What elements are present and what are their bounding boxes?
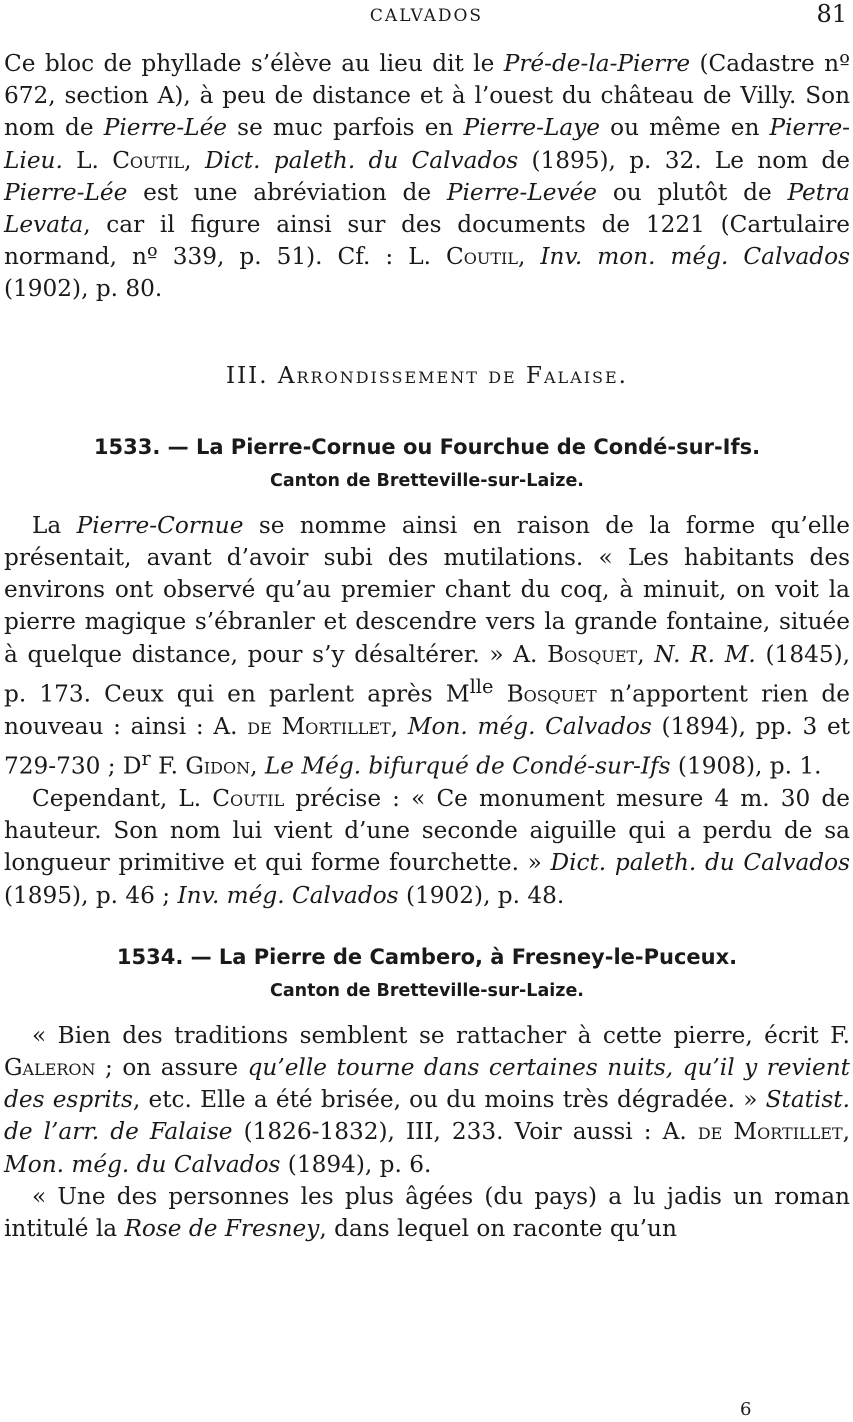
- stone-name: Pierre-Lée: [4, 178, 128, 206]
- entry-canton-1534: Canton de Bretteville-sur-Laize.: [270, 980, 584, 1001]
- text-run: La: [32, 511, 77, 539]
- author-name: Coutil: [446, 243, 518, 271]
- work-title: Inv. még. Calvados: [177, 881, 399, 909]
- text-run: (1902), p. 48.: [398, 881, 565, 909]
- text-run: M: [445, 680, 470, 708]
- entry-canton-1533: Canton de Bretteville-sur-Laize.: [270, 470, 584, 491]
- work-title: Mon. még. du Calvados: [4, 1150, 281, 1178]
- text-run: ou plutôt de: [597, 178, 788, 206]
- text-run: (1826-1832), III, 233. Voir aussi : A.: [232, 1118, 698, 1146]
- running-title: CALVADOS: [369, 6, 484, 26]
- page-header: [0, 0, 853, 34]
- author-name: Bosquet: [506, 680, 597, 708]
- work-title: Le Még. bifurqué de Condé-sur-Ifs: [264, 752, 671, 780]
- text-run: (1902), p. 80.: [4, 275, 163, 303]
- work-title: Dict. paleth. du Calvados: [204, 146, 519, 174]
- work-title: Dict. paleth. du Calvados: [550, 849, 850, 877]
- text-run: (1895), p. 32. Le nom de: [518, 146, 851, 174]
- text-run: ,: [390, 712, 408, 740]
- entry-title-1534: 1534. — La Pierre de Cambero, à Fresney-le-Puceux.: [116, 944, 738, 969]
- author-name: de Mortillet: [247, 712, 391, 740]
- section-heading: III. Arrondissement de Falaise.: [226, 362, 628, 389]
- text-run: (1895), p. 46 ;: [4, 881, 178, 909]
- stone-name: Pierre-Levée: [446, 178, 598, 206]
- work-title: N. R. M.: [654, 640, 756, 668]
- stone-name: Pierre-Laye: [463, 114, 601, 142]
- author-name: Bosquet: [547, 640, 638, 668]
- text-run: ,: [637, 640, 655, 668]
- text-run: (1908), p. 1.: [670, 752, 822, 780]
- text-run: « Une des personnes les plus âgées (du pays) a lu jadis un roman intitulé la: [4, 1182, 850, 1242]
- text-run: F.: [150, 752, 186, 780]
- superscript: lle: [469, 674, 494, 698]
- text-run: (1894), p. 6.: [280, 1150, 432, 1178]
- author-name: de Mortillet: [697, 1118, 843, 1146]
- superscript: r: [141, 746, 151, 770]
- text-run: Cependant, L.: [32, 784, 213, 812]
- entry-1534-paragraph-1: [4, 1020, 850, 1181]
- author-name: Galeron: [4, 1053, 96, 1081]
- work-title: Inv. mon. még. Calvados: [540, 243, 850, 271]
- text-run: , dans lequel on raconte qu’un: [319, 1214, 677, 1242]
- text-run: (Cadastre nº 672, section A), à peu de distance et à l’ouest du château de Villy. Son nom de: [4, 50, 850, 142]
- entry-title-1533: 1533. — La Pierre-Cornue ou Fourchue de Condé-sur-Ifs.: [93, 434, 761, 459]
- text-run: ,: [250, 752, 265, 780]
- author-name: Coutil: [112, 146, 185, 174]
- stone-name: Pierre-Lée: [103, 114, 228, 142]
- text-run: ; on assure: [95, 1053, 248, 1081]
- intro-paragraph: [4, 48, 850, 306]
- stone-name: Pierre-Lieu.: [4, 114, 850, 174]
- author-name: Coutil: [212, 784, 285, 812]
- text-run: est une abréviation de: [127, 178, 447, 206]
- text-run: n’apportent rien de nouveau : ainsi : A.: [4, 680, 850, 740]
- text-run: « Bien des traditions semblent se rattacher à cette pierre, écrit F.: [32, 1021, 850, 1049]
- text-run: Ce bloc de phyllade s’élève au lieu dit le: [4, 50, 504, 77]
- text-run: précise : « Ce monument mesure 4 m. 30 de hauteur. Son nom lui vient d’une seconde aiguille qui a perdu de sa longueur primitive et qui forme fourchette. »: [4, 784, 850, 877]
- latin-name: Petra Levata: [4, 178, 850, 239]
- stone-name: Pierre-Cornue: [76, 511, 244, 539]
- quoted-phrase: qu’elle tourne dans certaines nuits, qu’il y revient des esprits: [4, 1053, 850, 1114]
- entry-1534-paragraph-2: [4, 1181, 850, 1245]
- text-run: ,: [518, 243, 541, 271]
- text-run: (1894), pp. 3 et 729-730 ; D: [4, 712, 850, 780]
- text-run: (1845), p. 173. Ceux qui en parlent après: [4, 640, 850, 708]
- text-run: se nomme ainsi en raison de la forme qu’elle présentait, avant d’avoir subi des mutilations. « Les habitants des environs ont observé qu’au premier chant du coq, à minuit, on voit la pierre magique s’ébranler et descendre vers la grande fontaine, située à quelque distance, pour s’y désaltérer. » A.: [4, 511, 851, 668]
- work-title: Mon. még. Calvados: [407, 712, 652, 740]
- text-run: , etc. Elle a été brisée, ou du moins très dégradée. »: [132, 1086, 766, 1114]
- entry-1533-paragraph-2: [4, 783, 850, 912]
- text-run: ,: [842, 1118, 850, 1146]
- entry-1533-paragraph-1: [4, 510, 850, 783]
- text-run: [493, 681, 506, 708]
- text-run: , car il figure ainsi sur des documents de 1221 (Cartulaire normand, nº 339, p. 51). Cf. : L.: [4, 211, 850, 271]
- text-run: ,: [184, 146, 205, 174]
- text-run: L.: [62, 146, 113, 174]
- page-body: [4, 48, 850, 1245]
- place-name: Pré-de-la-Pierre: [503, 50, 691, 77]
- work-title: Statist. de l’arr. de Falaise: [4, 1086, 850, 1146]
- signature-mark: 6: [740, 1399, 752, 1420]
- text-run: ou même en: [600, 114, 770, 142]
- author-name: Gidon: [185, 752, 251, 780]
- text-run: se muc parfois en: [227, 114, 464, 142]
- work-title: Rose de Fresney: [124, 1214, 320, 1242]
- page-number: 81: [816, 0, 847, 28]
